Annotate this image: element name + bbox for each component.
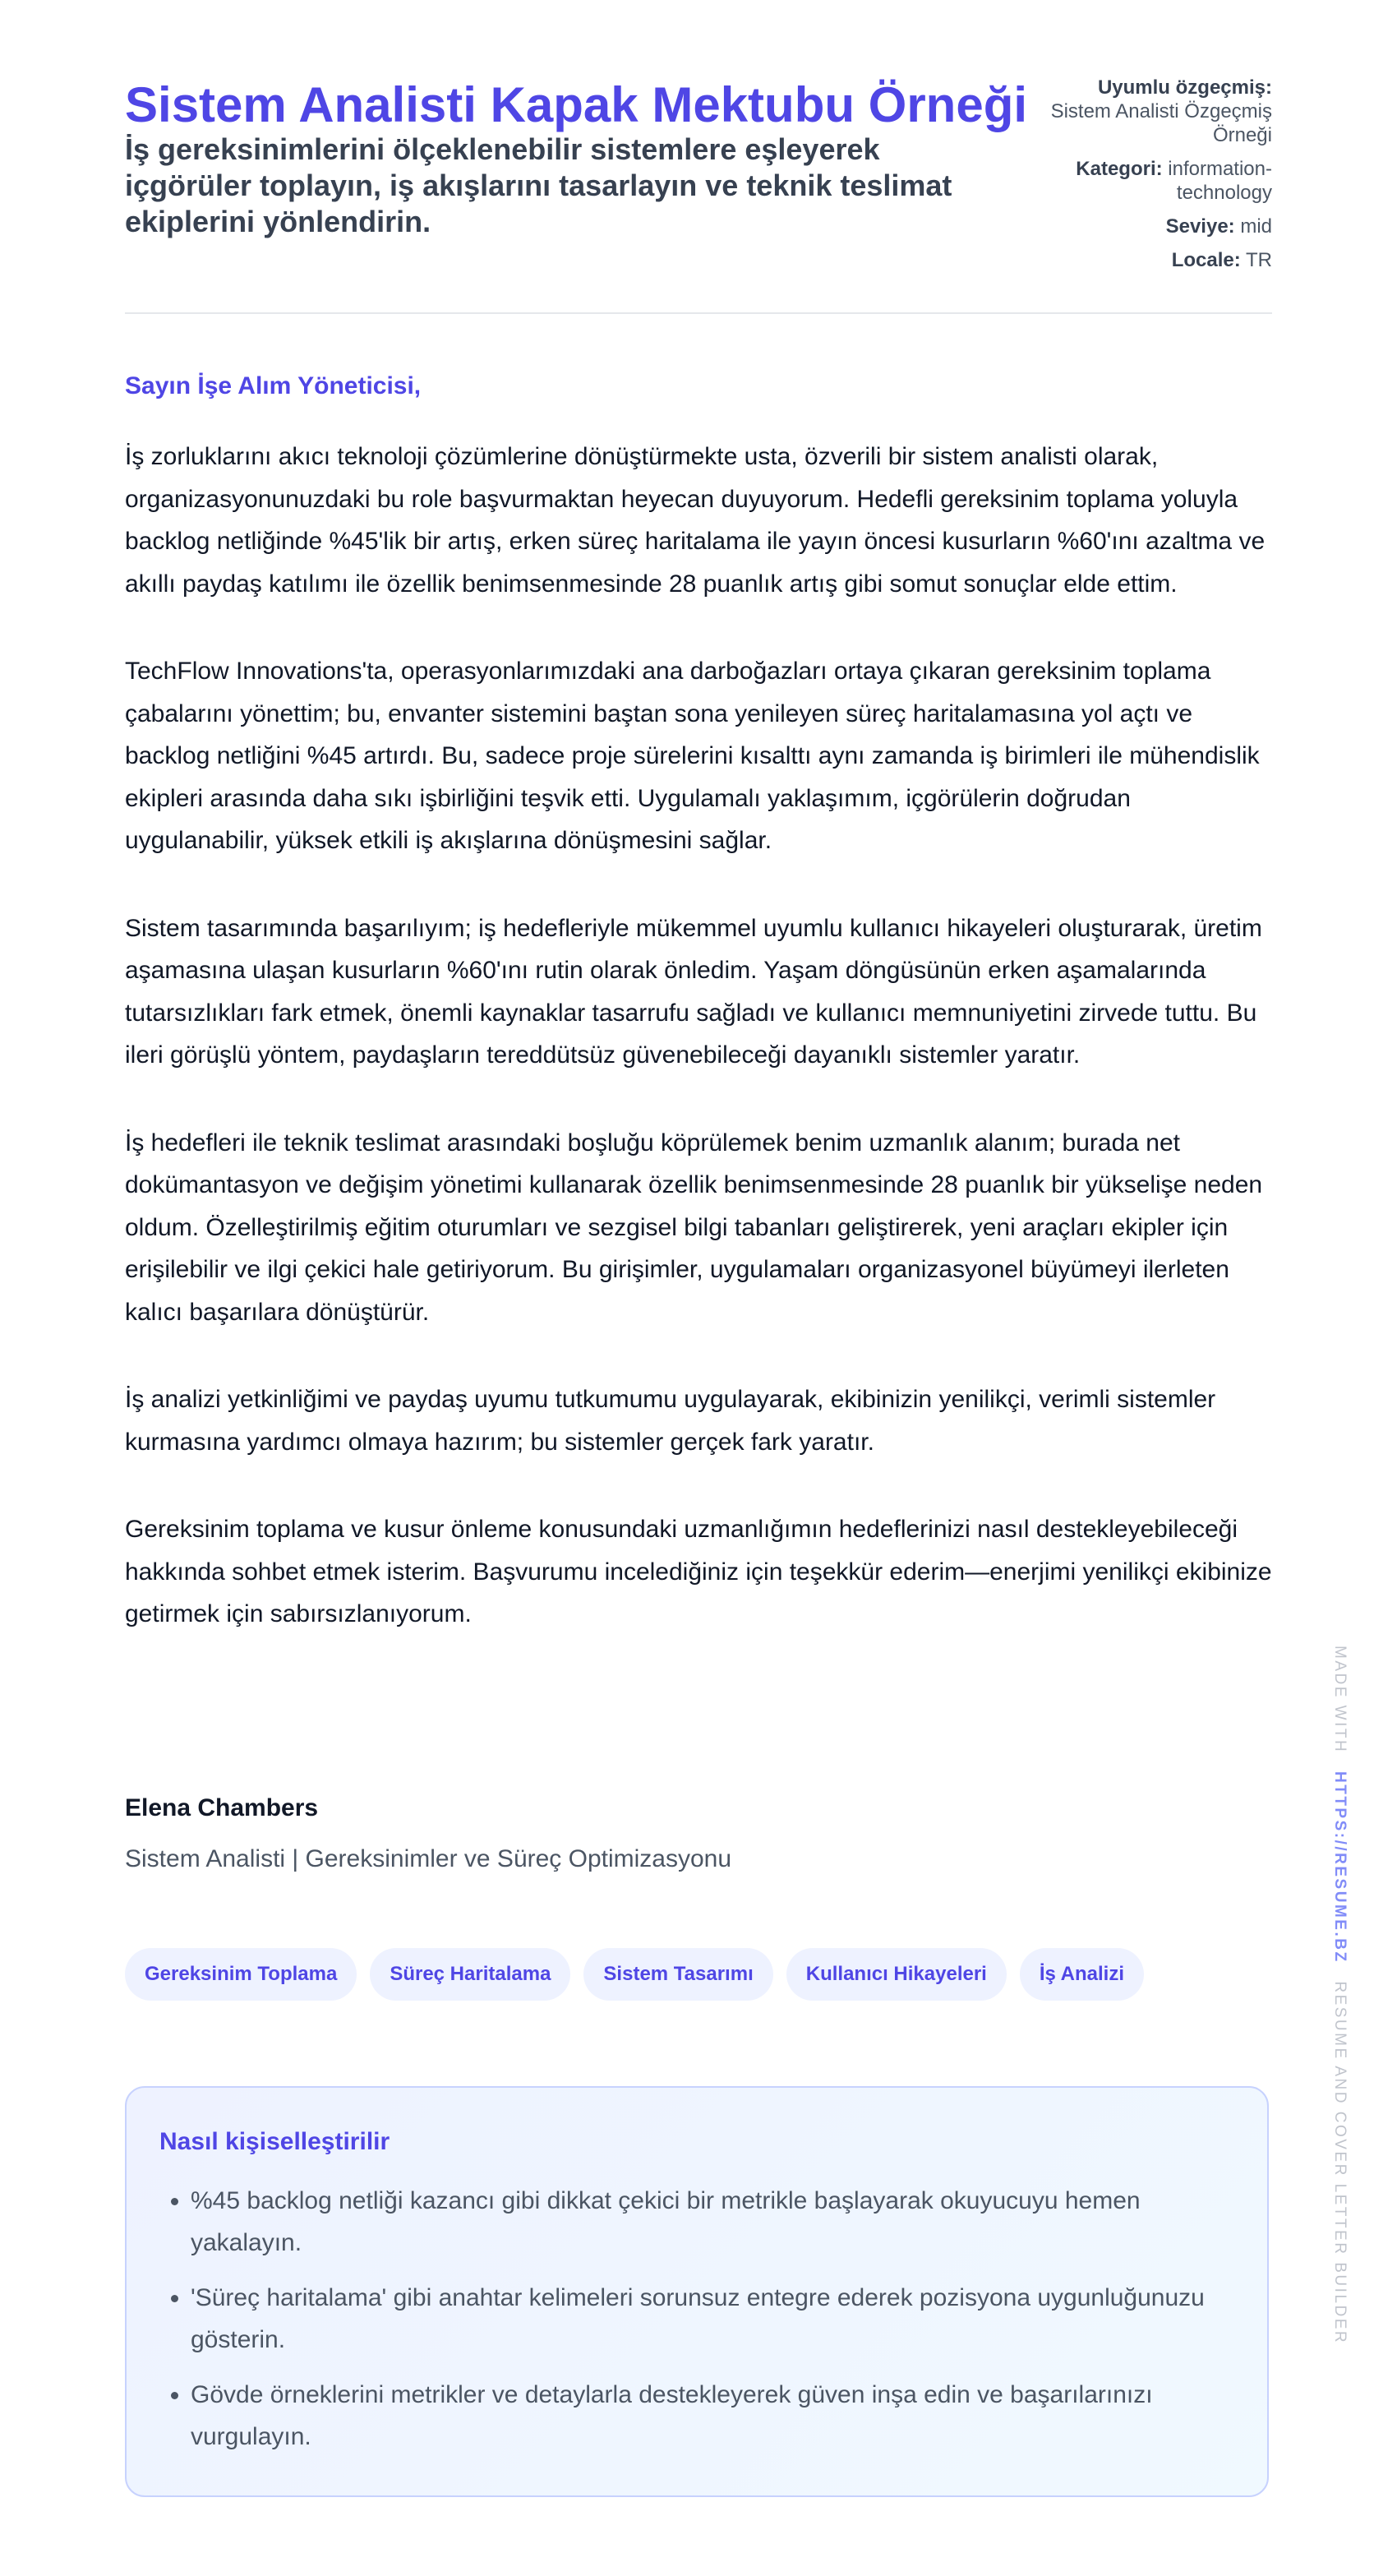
skill-tag[interactable]: Kullanıcı Hikayeleri — [786, 1948, 1007, 2001]
meta-resume-label: Uyumlu özgeçmiş: — [1097, 76, 1272, 99]
made-with-credit — [1330, 1646, 1349, 2344]
letter-paragraph: TechFlow Innovations'ta, operasyonlarımızdaki ana darboğazları ortaya çıkaran gereksinim toplama çabalarını yönettim; bu, envanter sistemini baştan sona yenileyen süreç haritalamasına yol açtı ve backlog netliğini %45 artırdı. Bu, sadece proje sürelerini kısalttı aynı zamanda iş birimleri ile mühendislik ekipleri arasında daha sıkı işbirliğini teşvik etti. Uygulamalı yaklaşımım, içgörülerin doğrudan uygulanabilir, yüksek etkili iş akışlarına dönüşmesini sağlar. — [125, 658, 1260, 854]
meta-locale-label: Locale: — [1171, 249, 1241, 271]
meta-panel — [1026, 76, 1272, 282]
meta-level — [1026, 215, 1272, 238]
letter-greeting: Sayın İşe Alım Yöneticisi, — [125, 372, 422, 399]
page-title: Sistem Analisti Kapak Mektubu Örneği — [125, 77, 1028, 132]
tips-list — [159, 2180, 1234, 2458]
tip-item: • %45 backlog netliği kazancı gibi dikkat çekici bir metrikle başlayarak okuyucuyu hemen yakalayın. — [191, 2180, 1234, 2264]
meta-category-value: information-technology — [1168, 158, 1272, 204]
skill-tags — [125, 1948, 1144, 2001]
meta-level-value: mid — [1240, 215, 1272, 238]
cover-letter-page — [125, 0, 1272, 2450]
meta-level-label: Seviye: — [1165, 215, 1235, 238]
skill-tag[interactable]: Gereksinim Toplama — [125, 1948, 357, 2001]
letter-paragraph: İş hedefleri ile teknik teslimat arasındaki boşluğu köprülemek benim uzmanlık alanım; burada net dokümantasyon ve değişim yönetimi kullanarak özellik benimsenmesinde 28 puanlık bir yükselişe neden oldum. Özelleştirilmiş eğitim oturumları ve sezgisel bilgi tabanları geliştirerek, yeni araçları ekipler için erişilebilir ve ilgi çekici hale getiriyorum. Bu girişimler, uygulamaları organizasyonel büyümeyi ilerleten kalıcı başarılara dönüştürür. — [125, 1129, 1263, 1326]
meta-resume-link[interactable]: Sistem Analisti Özgeçmiş Örneği — [1050, 100, 1272, 146]
signature-name: Elena Chambers — [125, 1794, 319, 1821]
letter-paragraph: İş analizi yetkinliğimi ve paydaş uyumu tutkumumu uygulayarak, ekibinizin yenilikçi, verimli sistemler kurmasına yardımcı olmaya hazırım; bu sistemler gerçek fark yaratır. — [125, 1386, 1216, 1456]
meta-locale — [1026, 248, 1272, 272]
personalization-tips — [125, 2086, 1269, 2497]
meta-resume — [1026, 76, 1272, 147]
page-subtitle: İş gereksinimlerini ölçeklenebilir sistemlere eşleyerek içgörüler toplayın, iş akışlarını tasarlayın ve teknik teslimat ekiplerini yönlendirin. — [125, 132, 952, 238]
meta-locale-value: TR — [1246, 249, 1272, 271]
meta-category-label: Kategori: — [1076, 158, 1163, 180]
letter-paragraph: İş zorluklarını akıcı teknoloji çözümlerine dönüştürmekte usta, özverili bir sistem analisti olarak, organizasyonunuzdaki bu role başvurmaktan heyecan duyuyorum. Hedefli gereksinim toplama yoluyla backlog netliğinde %45'lik bir artış, erken süreç haritalama ile yayın öncesi kusurların %60'ını azaltma ve akıllı paydaş katılımı ile özellik benimsenmesinde 28 puanlık artış gibi somut sonuçlar elde ettim. — [125, 443, 1266, 598]
letter-body — [125, 370, 1272, 1681]
meta-category — [1026, 157, 1272, 205]
letter-paragraph: Sistem tasarımında başarılıyım; iş hedefleriyle mükemmel uyumlu kullanıcı hikayeleri oluşturarak, üretim aşamasına ulaşan kusurların %60'ını rutin olarak önledim. Yaşam döngüsünün erken aşamalarında tutarsızlıkları fark etmek, önemli kaynaklar tasarrufu sağladı ve kullanıcı memnuniyetini zirvede tuttu. Bu ileri görüşlü yöntem, paydaşların tereddütsüz güvenebileceği dayanıklı sistemler yaratır. — [125, 914, 1262, 1069]
skill-tag[interactable]: Sistem Tasarımı — [583, 1948, 772, 2001]
skill-tag[interactable]: İş Analizi — [1020, 1948, 1144, 2001]
credit-suffix: RESUME AND COVER LETTER BUILDER — [1331, 1981, 1349, 2345]
credit-prefix: MADE WITH — [1331, 1646, 1349, 1754]
tip-item: • 'Süreç haritalama' gibi anahtar kelimeleri sorunsuz entegre ederek pozisyona uygunluğunuzu gösterin. — [191, 2277, 1234, 2361]
skill-tag[interactable]: Süreç Haritalama — [370, 1948, 570, 2001]
header — [125, 0, 1272, 314]
credit-link[interactable]: HTTPS://RESUME.BZ — [1331, 1771, 1349, 1964]
tips-title: Nasıl kişiselleştirilir — [159, 2128, 390, 2155]
signature-role: Sistem Analisti | Gereksinimler ve Süreç Optimizasyonu — [125, 1845, 732, 1872]
tip-item: • Gövde örneklerini metrikler ve detaylarla destekleyerek güven inşa edin ve başarılarınızı vurgulayın. — [191, 2374, 1234, 2458]
letter-paragraph: Gereksinim toplama ve kusur önleme konusundaki uzmanlığımın hedeflerinizi nasıl destekleyebileceği hakkında sohbet etmek isterim. Başvurumu incelediğiniz için teşekkür ederim—enerjimi yenilikçi ekibinize getirmek için sabırsızlanıyorum. — [125, 1516, 1272, 1627]
